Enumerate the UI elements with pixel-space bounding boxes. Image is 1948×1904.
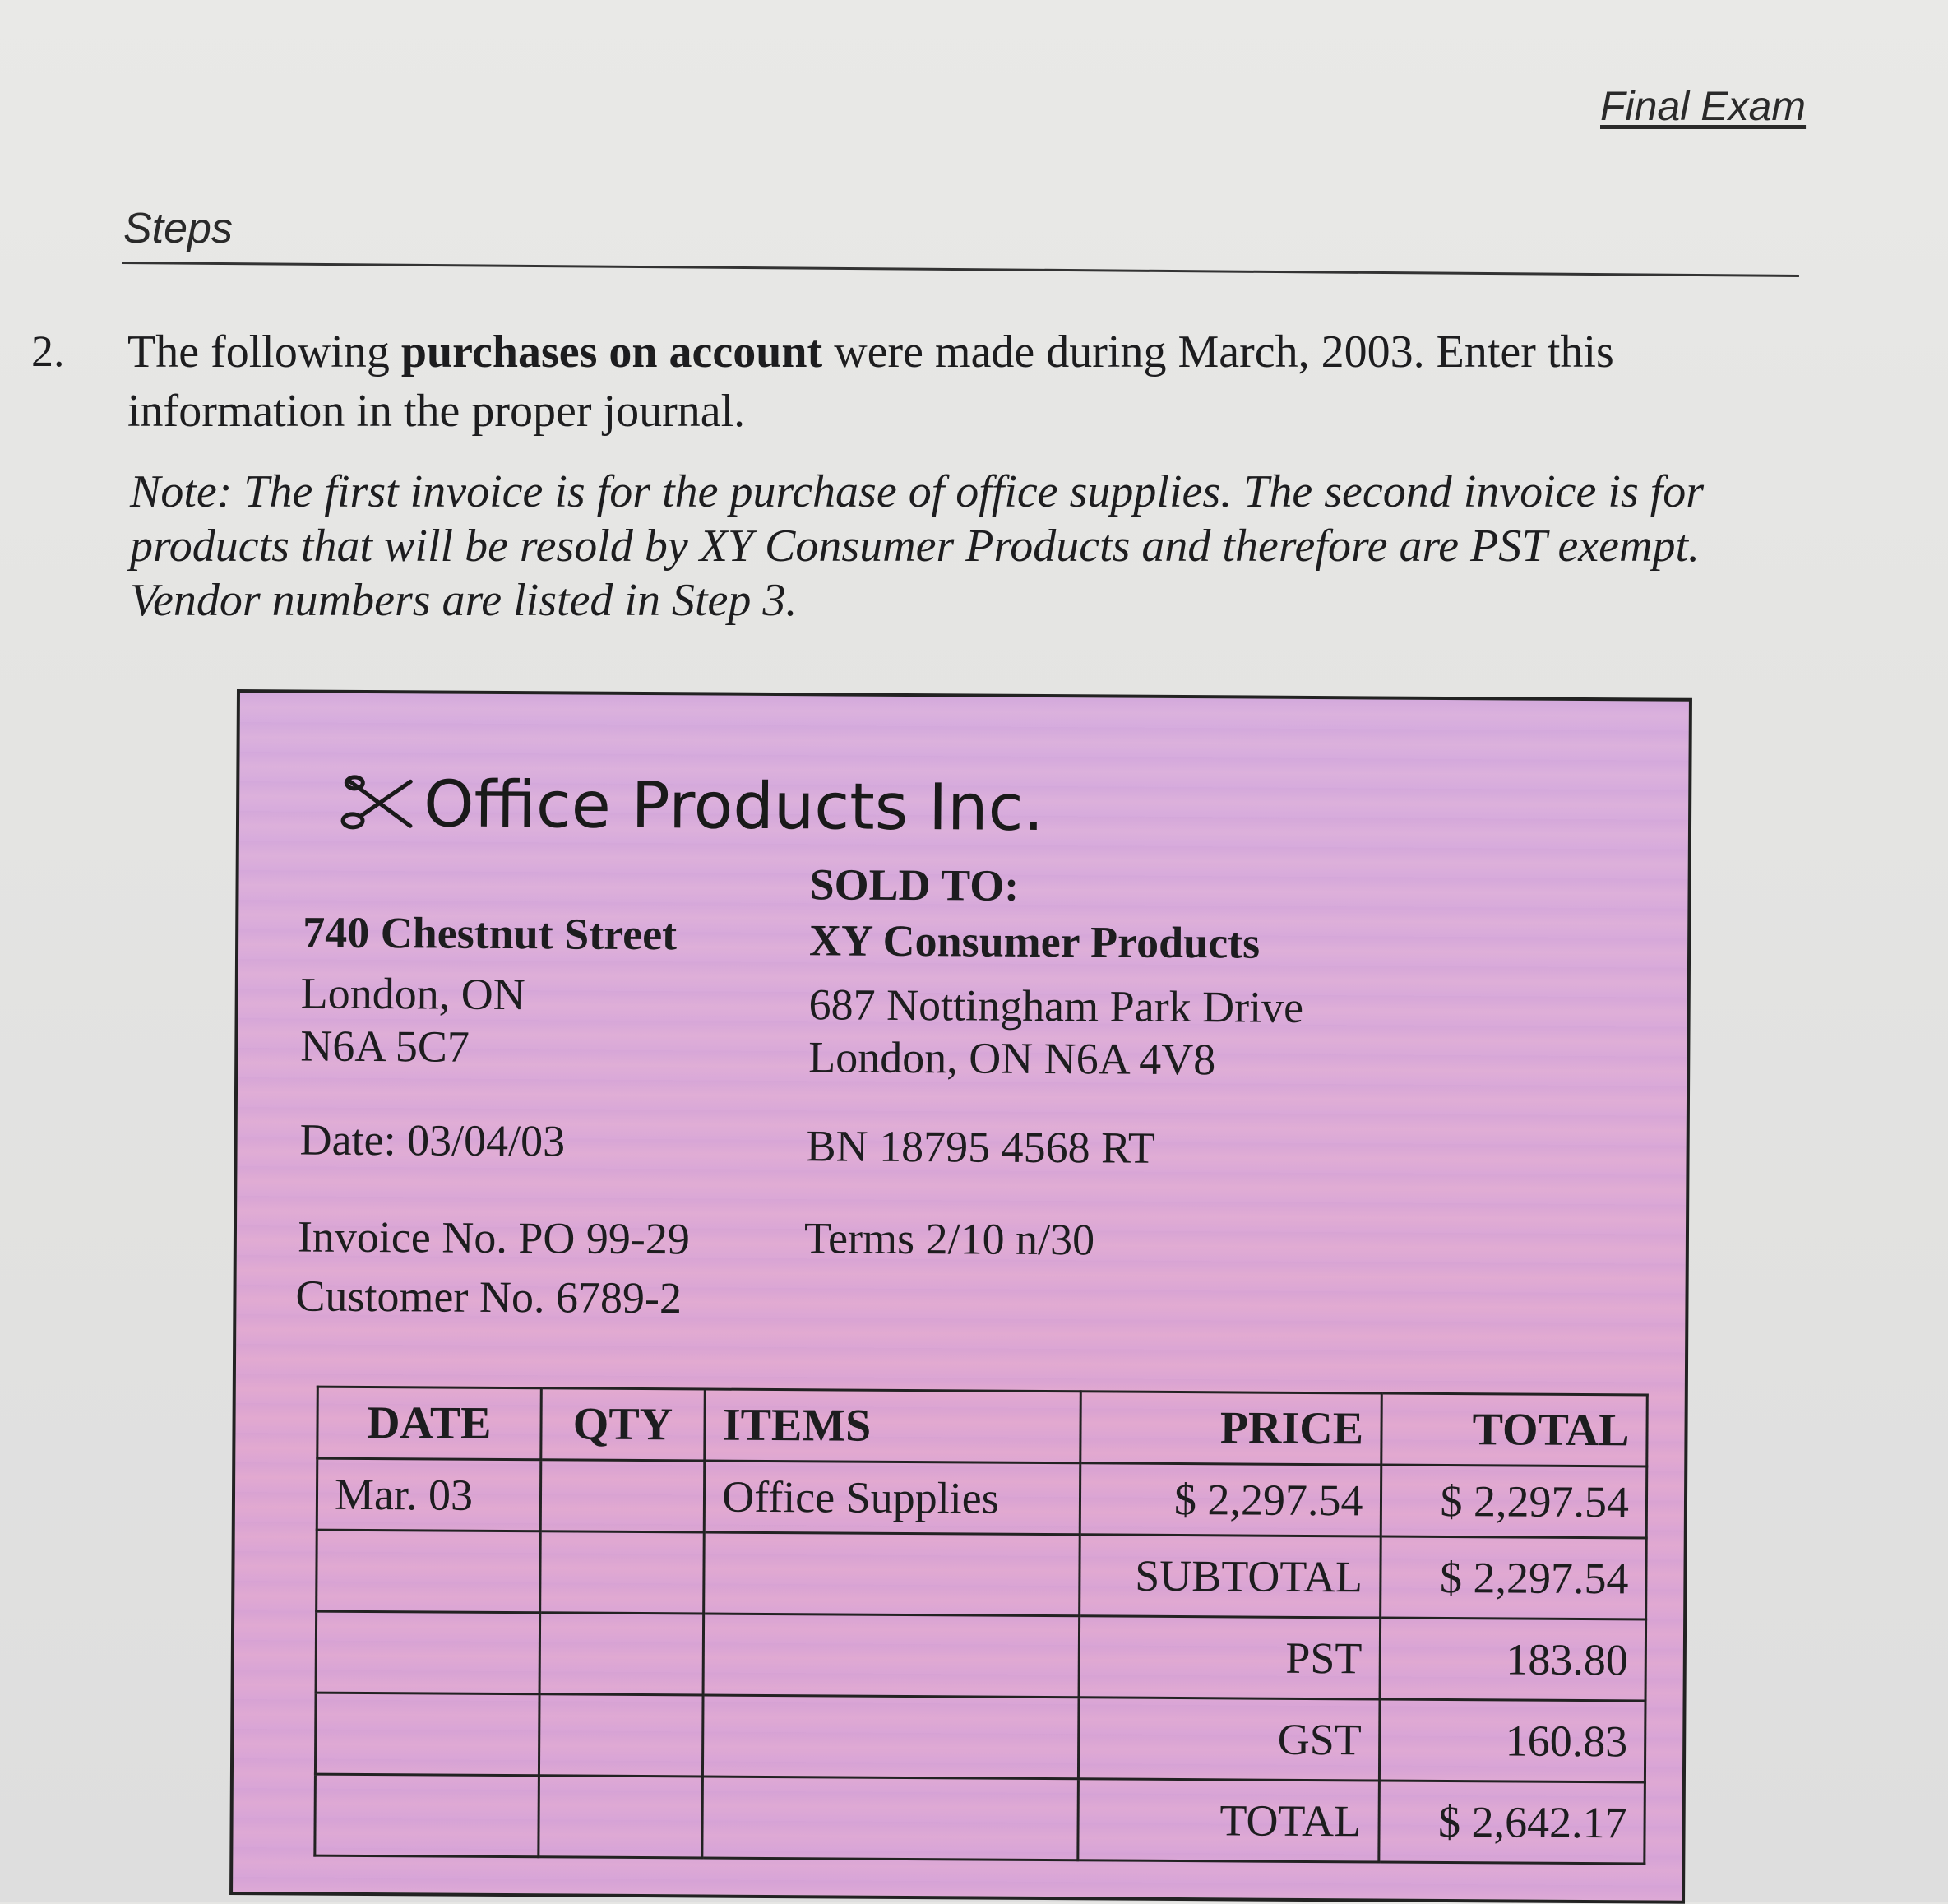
total-label: TOTAL <box>1078 1779 1379 1862</box>
pst-label: PST <box>1079 1616 1380 1699</box>
summary-row-gst <box>315 1693 1645 1782</box>
item-description: Office Supplies <box>705 1461 1080 1535</box>
business-number: BN 18795 4568 RT <box>806 1121 1156 1173</box>
column-header-qty: QTY <box>540 1388 705 1461</box>
company-name: Office Products Inc. <box>423 767 1044 845</box>
page-header-title: Final Exam <box>1600 83 1807 129</box>
buyer-name: XY Consumer Products <box>808 915 1261 968</box>
total-value: $ 2,642.17 <box>1378 1781 1645 1864</box>
section-divider <box>122 262 1799 277</box>
question-text-emphasis: purchases on account <box>400 327 823 378</box>
column-header-date: DATE <box>317 1387 541 1460</box>
summary-row-subtotal <box>317 1530 1647 1619</box>
vendor-postal: N6A 5C7 <box>300 1021 470 1072</box>
invoice-date: Date: 03/04/03 <box>299 1114 566 1166</box>
item-price: $ 2,297.54 <box>1080 1463 1381 1536</box>
column-header-price: PRICE <box>1080 1392 1381 1465</box>
scissors-icon <box>338 773 417 833</box>
buyer-city: London, ON N6A 4V8 <box>808 1032 1216 1085</box>
gst-label: GST <box>1078 1698 1379 1781</box>
subtotal-value: $ 2,297.54 <box>1380 1536 1646 1619</box>
question-text <box>127 322 1772 441</box>
question-text-end: were made during March, 2003. Enter this information in the proper journal. <box>127 327 1614 437</box>
column-header-total: TOTAL <box>1381 1393 1647 1466</box>
table-header-row <box>317 1387 1648 1466</box>
question-text-start: The following <box>127 327 401 378</box>
summary-row-pst <box>316 1611 1646 1701</box>
invoice-logo <box>338 767 1044 845</box>
invoice <box>229 689 1692 1904</box>
gst-value: 160.83 <box>1379 1699 1645 1782</box>
summary-row-total <box>315 1774 1645 1864</box>
subtotal-label: SUBTOTAL <box>1079 1535 1380 1618</box>
buyer-street: 687 Nottingham Park Drive <box>808 980 1304 1032</box>
pst-value: 183.80 <box>1380 1618 1646 1701</box>
column-header-items: ITEMS <box>705 1389 1080 1463</box>
question-note: Note: The first invoice is for the purchase of office supplies. The second invoice is for products that will be resold by XY Consumer Products and therefore are PST exempt. Vendor numbers are listed in Step 3. <box>130 466 1705 626</box>
invoice-items-table <box>313 1386 1648 1865</box>
item-date: Mar. 03 <box>317 1458 540 1531</box>
table-row <box>317 1458 1647 1538</box>
section-label: Steps <box>123 205 233 252</box>
sold-to-label: SOLD TO: <box>809 859 1020 910</box>
vendor-city: London, ON <box>300 968 525 1020</box>
item-total: $ 2,297.54 <box>1381 1465 1647 1538</box>
customer-number: Customer No. 6789-2 <box>295 1271 682 1323</box>
invoice-number: Invoice No. PO 99-29 <box>297 1211 691 1264</box>
payment-terms: Terms 2/10 n/30 <box>803 1213 1095 1265</box>
item-qty <box>540 1460 705 1532</box>
vendor-street: 740 Chestnut Street <box>303 907 678 960</box>
question-number: 2. <box>31 327 65 376</box>
